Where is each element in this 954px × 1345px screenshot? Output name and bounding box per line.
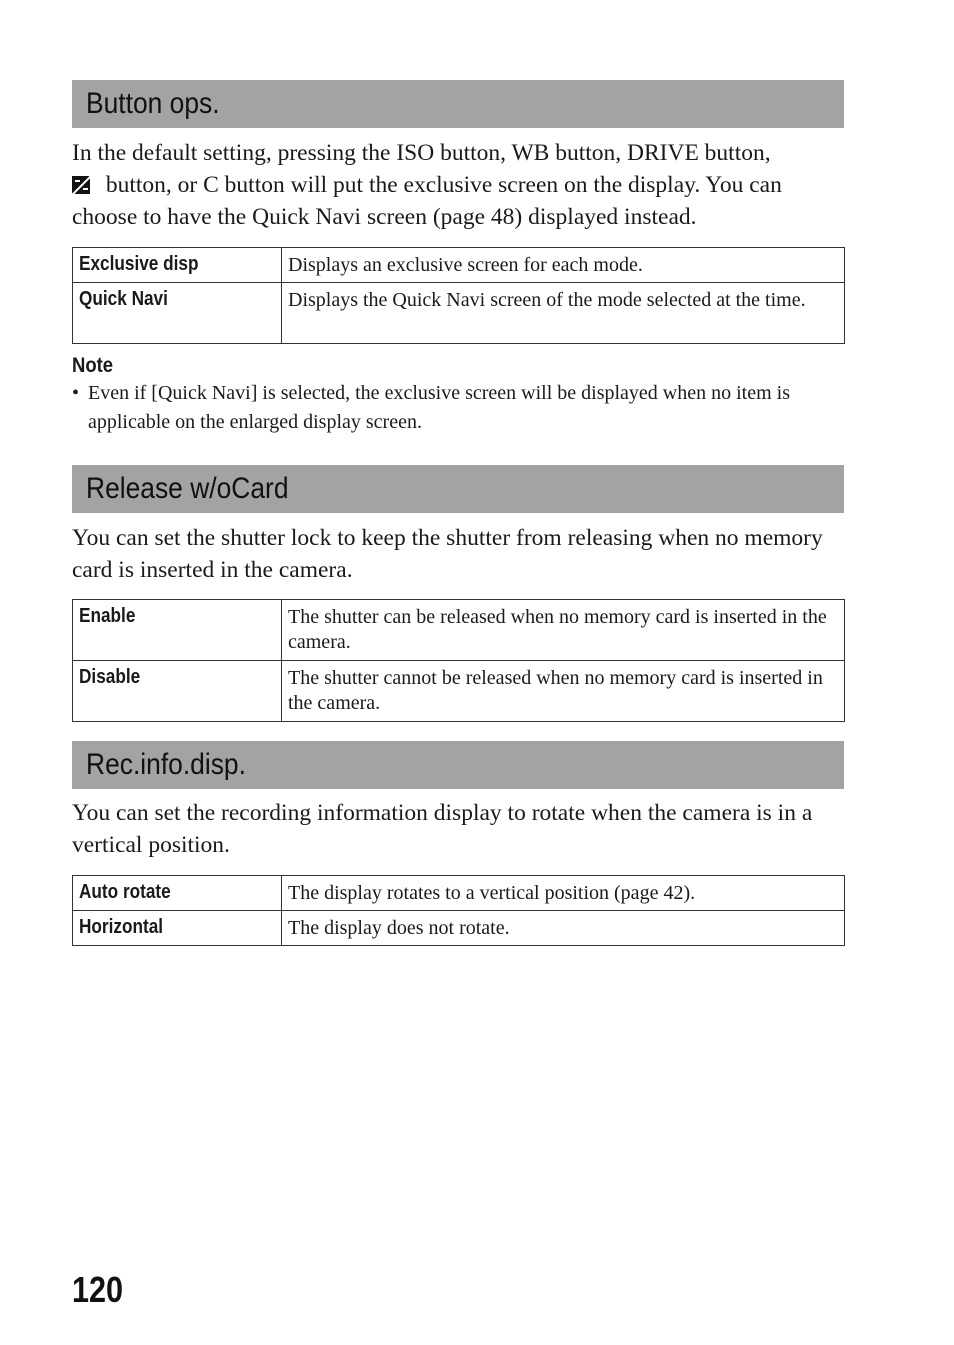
option-description: Displays the Quick Navi screen of the mode selected at the time. [282, 283, 845, 344]
option-name: Enable [79, 605, 136, 627]
option-name: Quick Navi [79, 288, 168, 310]
intro-text-part-1: In the default setting, pressing the ISO button, WB button, DRIVE button, [72, 140, 771, 166]
option-description: The display rotates to a vertical position (page 42). [282, 876, 845, 911]
option-name-cell [73, 248, 282, 283]
section-intro-release-wo-card: You can set the shutter lock to keep the shutter from releasing when no memory card is inserted in the camera. [72, 525, 823, 583]
page-number [72, 1268, 132, 1312]
note-heading [72, 352, 119, 380]
exposure-compensation-icon [72, 176, 90, 194]
table-row [73, 661, 845, 722]
option-name: Disable [79, 666, 141, 688]
options-table-release-wo-card [72, 599, 845, 722]
table-row [73, 876, 845, 911]
section-title: Release w/oCard [86, 472, 289, 505]
option-name: Exclusive disp [79, 253, 199, 275]
bullet-marker: • [72, 382, 80, 404]
option-name-cell [73, 661, 282, 722]
option-description: The display does not rotate. [282, 911, 845, 946]
table-row [73, 911, 845, 946]
section-title: Button ops. [86, 87, 220, 120]
option-name: Auto rotate [79, 881, 171, 903]
table-row [73, 283, 845, 344]
table-row [73, 600, 845, 661]
option-description: Displays an exclusive screen for each mode. [282, 248, 845, 283]
note-text: Even if [Quick Navi] is selected, the exclusive screen will be displayed when no item is applicable on the enlarged display screen. [88, 382, 791, 433]
option-name: Horizontal [79, 916, 164, 938]
section-title: Rec.info.disp. [86, 748, 246, 781]
options-table-rec-info-disp [72, 875, 845, 946]
intro-text-part-2: button, or C button will put the exclusive screen on the display. You can choose to have the Quick Navi screen (page 48) displayed instead. [72, 172, 782, 230]
option-name-cell [73, 876, 282, 911]
option-description: The shutter can be released when no memory card is inserted in the camera. [282, 600, 845, 661]
option-description: The shutter cannot be released when no memory card is inserted in the camera. [282, 661, 845, 722]
section-header-rec-info-disp [72, 741, 844, 789]
options-table-button-ops [72, 247, 845, 344]
section-intro-button-ops [72, 137, 852, 233]
section-intro-rec-info-disp: You can set the recording information display to rotate when the camera is in a vertical position. [72, 800, 813, 858]
option-name-cell [73, 283, 282, 344]
page-number-text: 120 [72, 1269, 124, 1310]
section-header-button-ops [72, 80, 844, 128]
table-row [73, 248, 845, 283]
note-title-text: Note [72, 354, 114, 377]
option-name-cell [73, 600, 282, 661]
note-item [72, 379, 832, 437]
section-header-release-wo-card [72, 465, 844, 513]
option-name-cell [73, 911, 282, 946]
